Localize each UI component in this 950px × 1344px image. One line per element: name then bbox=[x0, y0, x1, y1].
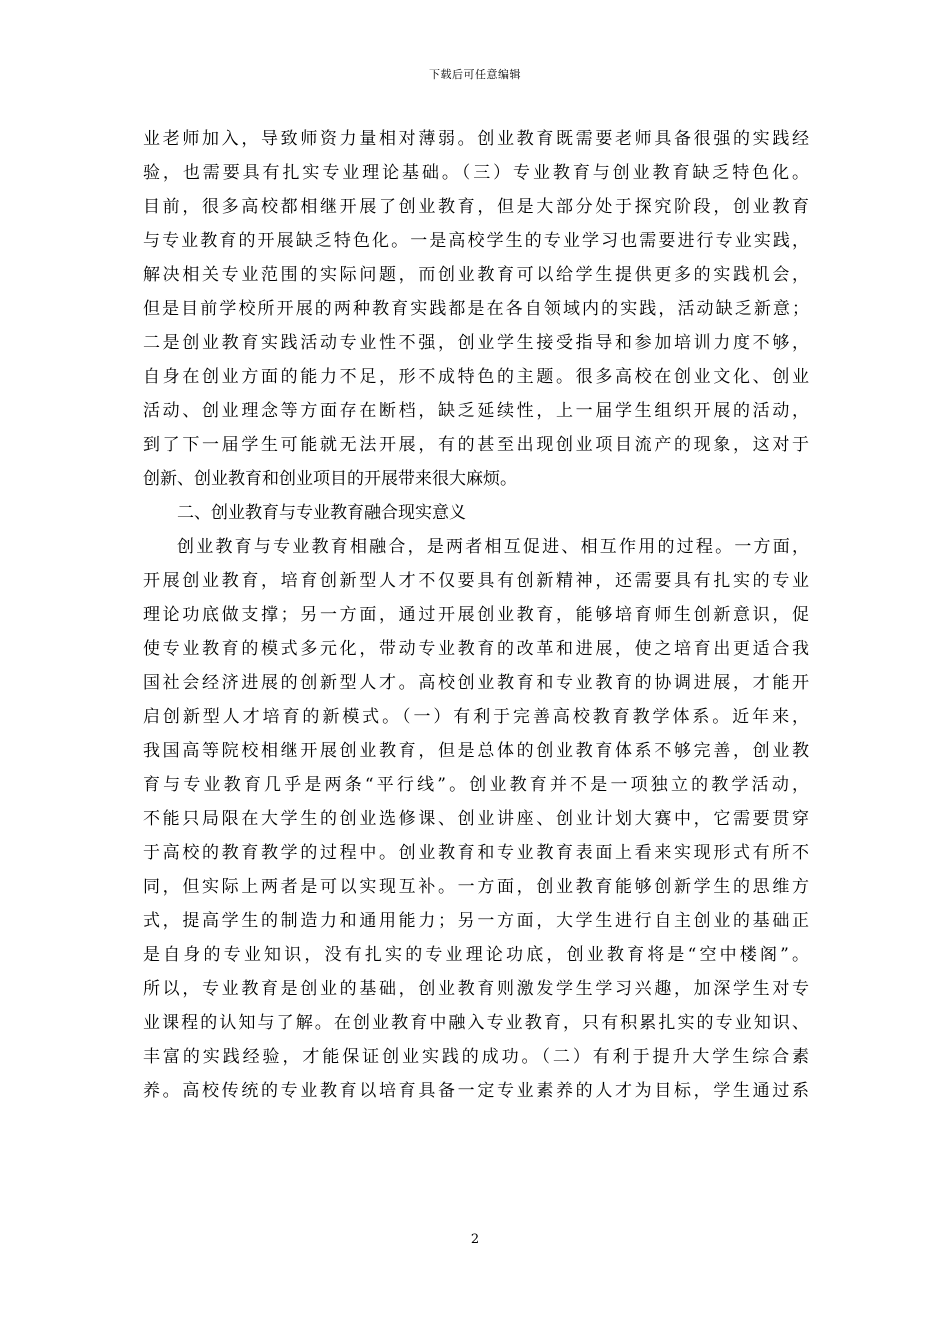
paragraph-line: 业老师加入，导致师资力量相对薄弱。创业教育既需要老师具备很强的实践经 bbox=[143, 129, 809, 149]
paragraph-line: 自身在创业方面的能力不足，形不成特色的主题。很多高校在创业文化、创业 bbox=[143, 367, 809, 387]
paragraph-line: 式，提高学生的制造力和通用能力；另一方面，大学生进行自主创业的基础正 bbox=[143, 911, 809, 931]
paragraph-line: 使专业教育的模式多元化，带动专业教育的改革和进展，使之培育出更适合我 bbox=[143, 639, 809, 659]
paragraph-line: 到了下一届学生可能就无法开展，有的甚至出现创业项目流产的现象，这对于 bbox=[143, 435, 809, 455]
paragraph-line: 养。高校传统的专业教育以培育具备一定专业素养的人才为目标，学生通过系 bbox=[143, 1081, 809, 1101]
paragraph-line: 是自身的专业知识，没有扎实的专业理论功底，创业教育将是“空中楼阁”。 bbox=[143, 945, 809, 965]
paragraph-line: 业课程的认知与了解。在创业教育中融入专业教育，只有积累扎实的专业知识、 bbox=[143, 1013, 809, 1033]
paragraph-line: 国社会经济进展的创新型人才。高校创业教育和专业教育的协调进展，才能开 bbox=[143, 673, 809, 693]
paragraph-line: 开展创业教育，培育创新型人才不仅要具有创新精神，还需要具有扎实的专业 bbox=[143, 571, 809, 591]
paragraph-line: 验，也需要具有扎实专业理论基础。（三）专业教育与创业教育缺乏特色化。 bbox=[143, 163, 809, 183]
paragraph-line: 但是目前学校所开展的两种教育实践都是在各自领域内的实践，活动缺乏新意； bbox=[143, 299, 809, 319]
paragraph-line: 不能只局限在大学生的创业选修课、创业讲座、创业计划大赛中，它需要贯穿 bbox=[143, 809, 809, 829]
paragraph-line: 同，但实际上两者是可以实现互补。一方面，创业教育能够创新学生的思维方 bbox=[143, 877, 809, 897]
paragraph-line: 活动、创业理念等方面存在断档，缺乏延续性，上一届学生组织开展的活动， bbox=[143, 401, 809, 421]
paragraph-line: 于高校的教育教学的过程中。创业教育和专业教育表面上看来实现形式有所不 bbox=[143, 843, 809, 863]
paragraph-line: 理论功底做支撑；另一方面，通过开展创业教育，能够培育师生创新意识，促 bbox=[143, 605, 809, 625]
paragraph-line: 丰富的实践经验，才能保证创业实践的成功。（二）有利于提升大学生综合素 bbox=[143, 1047, 809, 1067]
paragraph-line-last: 创新、创业教育和创业项目的开展带来很大麻烦。 bbox=[143, 469, 517, 489]
paragraph-line: 与专业教育的开展缺乏特色化。一是高校学生的专业学习也需要进行专业实践， bbox=[143, 231, 809, 251]
page-number: 2 bbox=[470, 1232, 480, 1247]
paragraph-line: 目前，很多高校都相继开展了创业教育，但是大部分处于探究阶段，创业教育 bbox=[143, 197, 809, 217]
section-heading: 二、创业教育与专业教育融合现实意义 bbox=[177, 503, 466, 523]
paragraph-line: 育与专业教育几乎是两条“平行线”。创业教育并不是一项独立的教学活动， bbox=[143, 775, 809, 795]
paragraph-line: 解决相关专业范围的实际问题，而创业教育可以给学生提供更多的实践机会， bbox=[143, 265, 809, 285]
document-body bbox=[143, 122, 809, 1108]
paragraph-line: 启创新型人才培育的新模式。（一）有利于完善高校教育教学体系。近年来， bbox=[143, 707, 809, 727]
paragraph-line: 所以，专业教育是创业的基础，创业教育则激发学生学习兴趣，加深学生对专 bbox=[143, 979, 809, 999]
paragraph-line: 我国高等院校相继开展创业教育，但是总体的创业教育体系不够完善，创业教 bbox=[143, 741, 809, 761]
paragraph-line-first: 创业教育与专业教育相融合，是两者相互促进、相互作用的过程。一方面， bbox=[177, 537, 809, 557]
page-header: 下载后可任意编辑 bbox=[429, 68, 521, 81]
paragraph-line: 二是创业教育实践活动专业性不强，创业学生接受指导和参加培训力度不够， bbox=[143, 333, 809, 353]
